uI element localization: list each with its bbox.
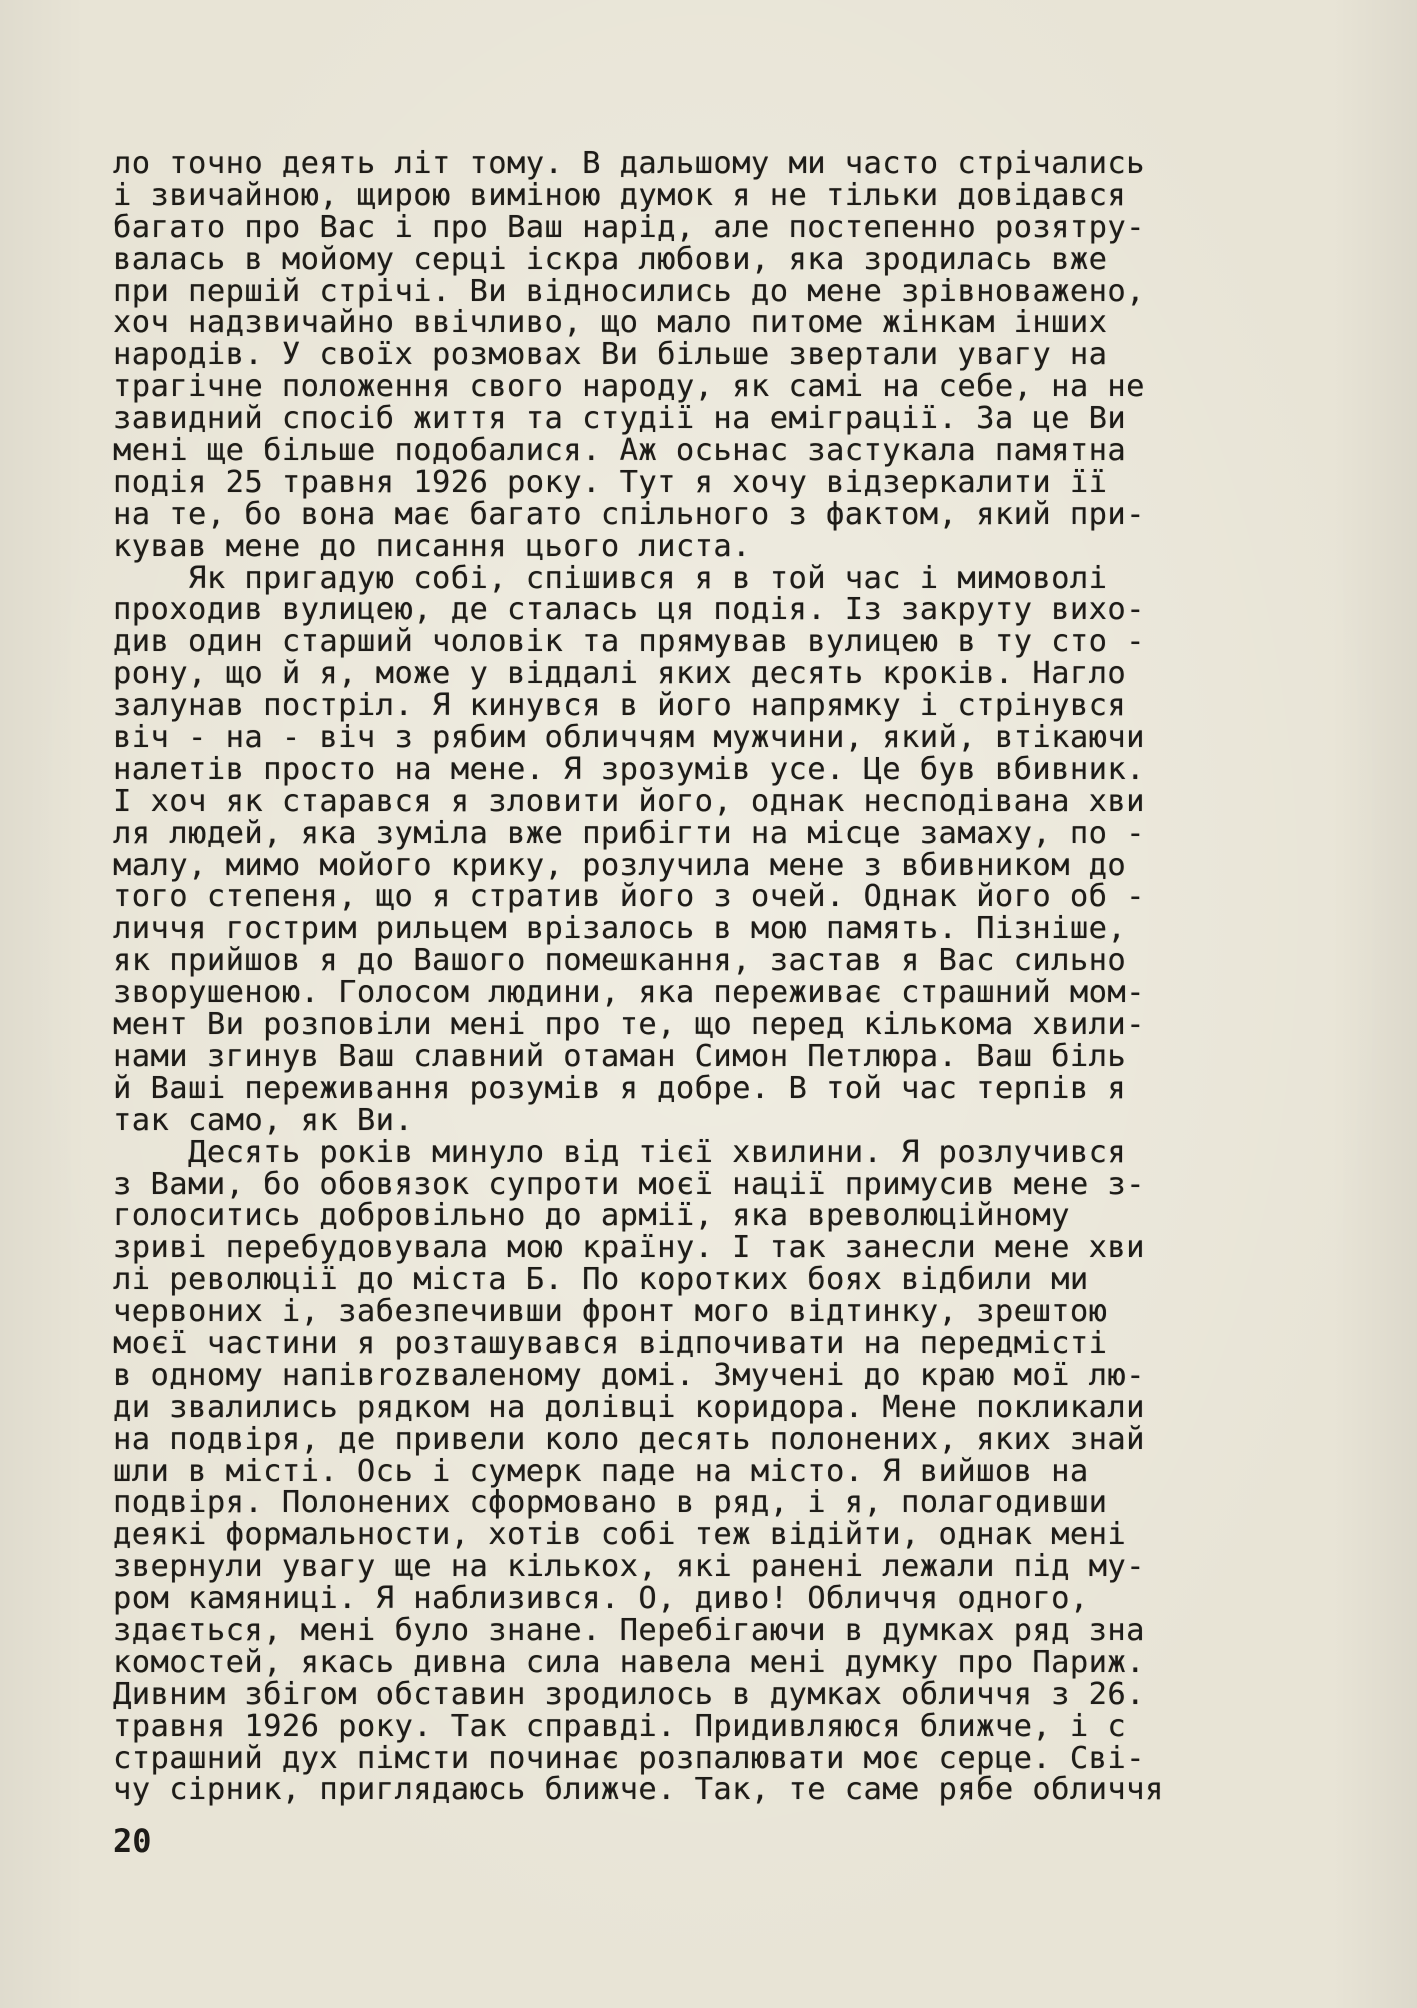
text-line: мент Ви розповіли мені про те, що перед кількома хвили- <box>113 1007 1145 1043</box>
text-line: Десять років минуло від тієї хвилини. Я розлучився <box>113 1134 1127 1170</box>
text-line: мені ще більше подобалися. Аж осьнас застукала памятна <box>113 433 1127 469</box>
text-line: малу, мимо мойого крику, розлучила мене з вбивником до <box>113 847 1127 883</box>
text-line: на те, бо вона має багато спільного з фактом, який при- <box>113 496 1145 532</box>
text-line: і звичайною, щирою виміною думок я не тільки довідався <box>113 177 1127 213</box>
text-line: завидний спосіб життя та студії на еміграції. За це Ви <box>113 401 1127 437</box>
text-line: проходив вулицею, де сталась ця подія. Із закруту вихо- <box>113 592 1145 628</box>
text-line: валась в мойому серці іскра любови, яка зродилась вже <box>113 241 1108 277</box>
text-line: кував мене до писання цього листа. <box>113 528 751 564</box>
text-line: личчя гострим рильцем врізалось в мою память. Пізніше, <box>113 911 1127 947</box>
text-line: ром камяниці. Я наблизився. О, диво! Обличчя одного, <box>113 1581 1089 1617</box>
text-line: народів. У своїх розмовах Ви більше звертали увагу на <box>113 337 1108 373</box>
text-line: як прийшов я до Вашого помешкання, застав я Вас сильно <box>113 943 1127 979</box>
text-line: віч - на - віч з рябим обличчям мужчини, який, втікаючи <box>113 720 1145 756</box>
text-line: зворушеною. Голосом людини, яка переживає страшний мом- <box>113 975 1145 1011</box>
text-line: в одному напівrozваленому домі. Змучені до краю мої лю- <box>113 1357 1145 1393</box>
text-line: подія 25 травня 1926 року. Тут я хочу відзеркалити її <box>113 464 1108 500</box>
text-line: страшний дух пімсти починає розпалювати моє серце. Сві- <box>113 1740 1145 1776</box>
text-line: на подвіря, де привели коло десять полонених, яких знай <box>113 1421 1145 1457</box>
text-line: з Вами, бо обовязок супроти моєї нації примусив мене з- <box>113 1166 1145 1202</box>
text-line: ди звалились рядком на долівці коридора. Мене покликали <box>113 1389 1145 1425</box>
text-line: рону, що й я, може у віддалі яких десять кроків. Нагло <box>113 656 1127 692</box>
text-line: здається, мені було знане. Перебігаючи в думках ряд зна <box>113 1612 1145 1648</box>
text-line: травня 1926 року. Так справді. Придивляюся ближче, і с <box>113 1708 1127 1744</box>
text-line: нами згинув Ваш славний отаман Симон Петлюра. Ваш біль <box>113 1038 1127 1074</box>
text-line: того степеня, що я стратив його з очей. Однак його об - <box>113 879 1145 915</box>
text-line: так само, як Ви. <box>113 1102 414 1138</box>
text-line: Дивним збігом обставин зродилось в думках обличчя з 26. <box>113 1676 1145 1712</box>
text-line: Як пригадую собі, спішився я в той час і мимоволі <box>113 560 1108 596</box>
text-line: моєї частини я розташувався відпочивати на передмісті <box>113 1325 1108 1361</box>
text-line: хоч надзвичайно ввічливо, що мало питоме жінкам інших <box>113 305 1108 341</box>
text-line: див один старший чоловік та прямував вулицею в ту сто - <box>113 624 1145 660</box>
text-line: налетів просто на мене. Я зрозумів усе. Це був вбивник. <box>113 751 1145 787</box>
text-line: комостей, якась дивна сила навела мені думку про Париж. <box>113 1644 1145 1680</box>
text-line: залунав постріл. Я кинувся в його напрямку і стрінувся <box>113 688 1127 724</box>
text-line: багато про Вас і про Ваш нарід, але постепенно розятру- <box>113 209 1145 245</box>
text-line: голоситись добровільно до армії, яка вреволюційному <box>113 1198 1070 1234</box>
text-line: трагічне положення свого народу, як самі на себе, на не <box>113 369 1145 405</box>
text-line: подвіря. Полонених сформовано в ряд, і я, полагодивши <box>113 1485 1108 1521</box>
text-line: червоних і, забезпечивши фронт мого відтинку, зрештою <box>113 1294 1108 1330</box>
text-line: при першій стрічі. Ви відносились до мене зрівноважено, <box>113 273 1145 309</box>
text-line: ля людей, яка зуміла вже прибігти на місце замаху, по - <box>113 815 1145 851</box>
text-line: І хоч як старався я зловити його, однак несподівана хви <box>113 783 1145 819</box>
text-line: чу сірник, приглядаюсь ближче. Так, те саме рябе обличчя <box>113 1772 1164 1808</box>
body-text <box>113 148 1313 1806</box>
text-line: шли в місті. Ось і сумерк паде на місто. Я вийшов на <box>113 1453 1089 1489</box>
text-line: й Ваші переживання розумів я добре. В той час терпів я <box>113 1070 1127 1106</box>
text-line: деякі формальности, хотів собі теж відійти, однак мені <box>113 1517 1127 1553</box>
text-line: лі революції до міста Б. По коротких боях відбили ми <box>113 1262 1089 1298</box>
text-line: зриві перебудовувала мою країну. І так занесли мене хви <box>113 1230 1145 1266</box>
text-line: звернули увагу ще на кількох, які ранені лежали під му- <box>113 1549 1145 1585</box>
text-line: ло точно деять літ тому. В дальшому ми часто стрічались <box>113 146 1145 181</box>
page-number: 20 <box>113 1822 152 1860</box>
